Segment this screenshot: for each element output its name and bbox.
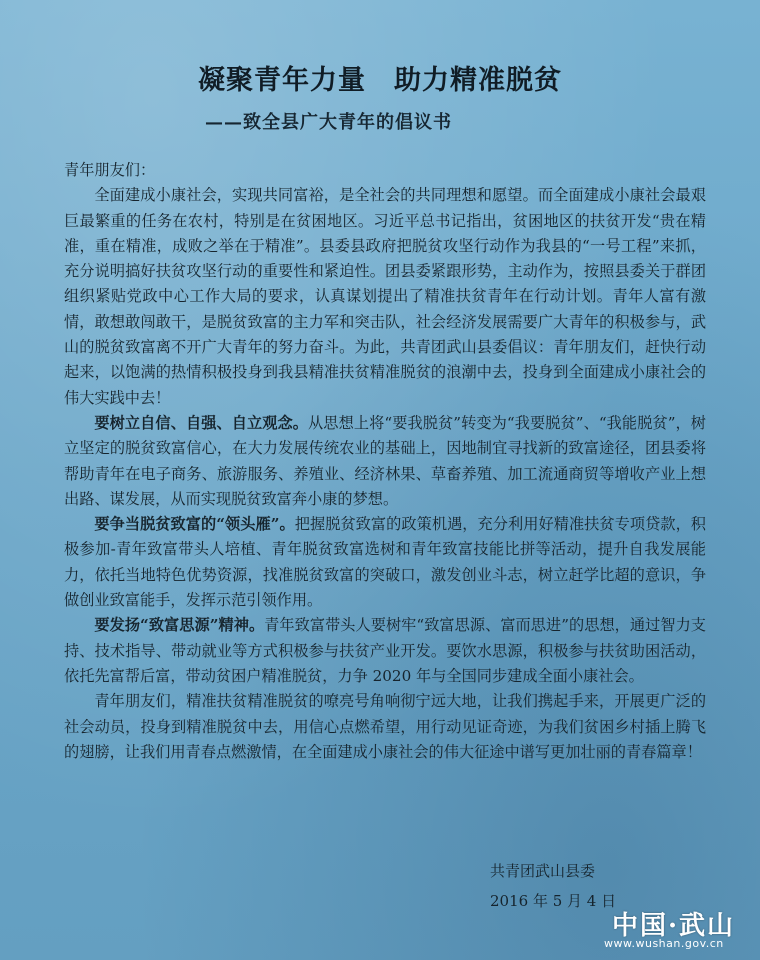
greeting: 青年朋友们：: [64, 161, 156, 179]
site-watermark-logo: 中国·武山: [612, 911, 736, 941]
document-body: [64, 158, 706, 765]
paragraph-3: [64, 512, 706, 613]
paragraph-2: [64, 411, 706, 512]
paragraph-1: [64, 183, 706, 411]
paragraph-5: [64, 689, 706, 765]
document-subtitle: ——致全县广大青年的倡议书: [205, 112, 452, 133]
paragraph-5-text: 青年朋友们，精准扶贫精准脱贫的嘹亮号角响彻宁远大地，让我们携起手来，开展更广泛的社会动员，投身到精准脱贫中去，用信心点燃希望，用行动见证奇迹，为我们贫困乡村插上腾飞的翅膀，让我们用青春点燃激情，在全面建成小康社会的伟大征途中谱写更加壮丽的青春篇章！: [64, 692, 706, 761]
paragraph-3-lead: 要争当脱贫致富的“领头雁”。: [94, 515, 295, 534]
paragraph-4-text: 青年致富带头人要树牢“致富思源、富而思进”的思想，通过智力支持、技术指导、带动就业等方式积极参与扶贫产业开发。要饮水思源，积极参与扶贫助困活动，依托先富帮后富，带动贫困户精准脱贫，力争 2020 年与全国同步建成全面小康社会。: [64, 616, 706, 685]
document-title: 凝聚青年力量 助力精准脱贫: [198, 65, 562, 96]
signature-date: 2016 年 5 月 4 日: [490, 892, 617, 910]
signature-org: 共青团武山县委: [490, 862, 596, 880]
paragraph-1-text: 全面建成小康社会，实现共同富裕，是全社会的共同理想和愿望。而全面建成小康社会最艰巨最繁重的任务在农村，特别是在贫困地区。习近平总书记指出，贫困地区的扶贫开发“贵在精准，重在精准，成败之举在于精准”。县委县政府把脱贫攻坚行动作为我县的“一号工程”来抓，充分说明搞好扶贫攻坚行动的重要性和紧迫性。团县委紧跟形势，主动作为，按照县委关于群团组织紧贴党政中心工作大局的要求，认真谋划提出了精准扶贫青年在行动计划。青年人富有激情，敢想敢闯敢干，是脱贫致富的主力军和突击队，社会经济发展需要广大青年的积极参与，武山的脱贫致富离不开广大青年的努力奋斗。为此，共青团武山县委倡议：青年朋友们，赶快行动起来，以饱满的热情积极投身到我县精准扶贫精准脱贫的浪潮中去，投身到全面建成小康社会的伟大实践中去！: [64, 186, 706, 407]
paragraph-4: [64, 613, 706, 689]
paragraph-3-text: 把握脱贫致富的政策机遇，充分利用好精准扶贫专项贷款，积极参加-青年致富带头人培植、青年脱贫致富选树和青年致富技能比拼等活动，提升自我发展能力，依托当地特色优势资源，找准脱贫致富的突破口，激发创业斗志，树立赶学比超的意识，争做创业致富能手，发挥示范引领作用。: [64, 515, 706, 610]
paragraph-2-lead: 要树立自信、自强、自立观念。: [94, 413, 309, 432]
site-watermark-url: www.wushan.gov.cn: [604, 937, 724, 950]
paragraph-2-text: 从思想上将“要我脱贫”转变为“我要脱贫”、“我能脱贫”，树立坚定的脱贫致富信心，在大力发展传统农业的基础上，因地制宜寻找新的致富途径，团县委将帮助青年在电子商务、旅游服务、养殖业、经济林果、草畜养殖、加工流通商贸等增收产业上想出路、谋发展，从而实现脱贫致富奔小康的梦想。: [64, 413, 706, 508]
paragraph-4-lead: 要发扬“致富思源”精神。: [94, 616, 265, 635]
signature-block: [490, 856, 616, 916]
